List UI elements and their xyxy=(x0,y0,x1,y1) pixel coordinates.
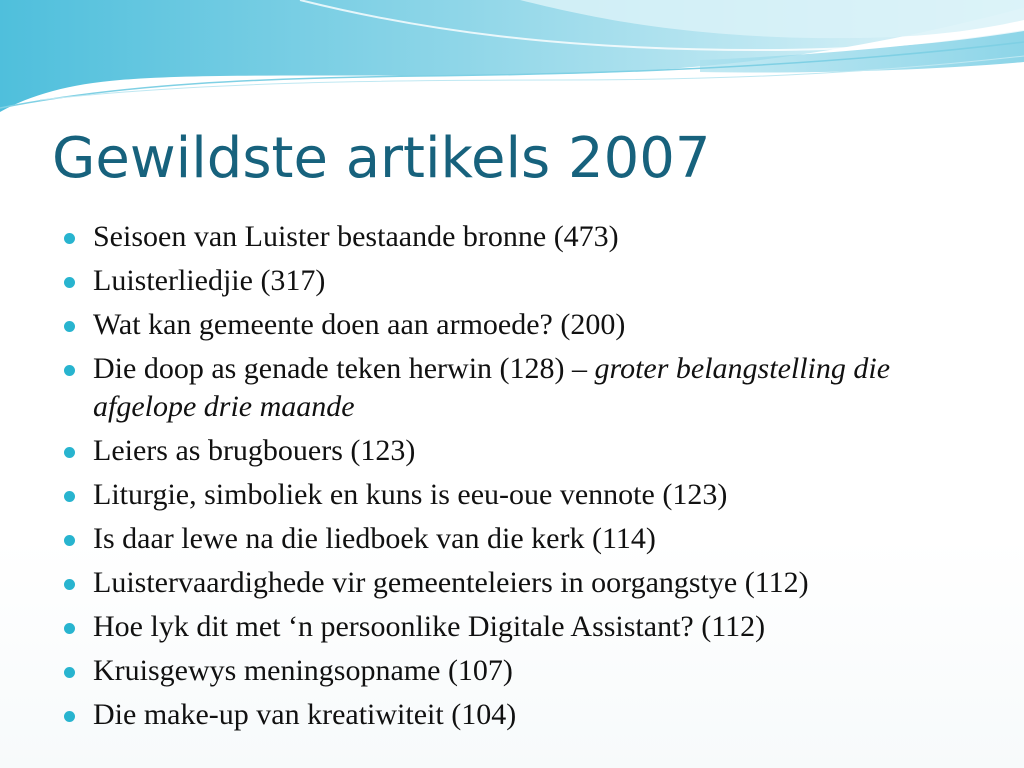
bullet-dot-icon xyxy=(64,321,75,332)
list-item-italic-text: groter belangstelling die afgelope drie maande xyxy=(93,352,891,423)
list-item xyxy=(64,520,984,558)
list-item xyxy=(64,608,984,646)
list-item xyxy=(64,652,984,690)
list-item-text: Luisterliedjie (317) xyxy=(93,264,326,297)
bullet-dot-icon xyxy=(64,623,75,634)
list-item-text: Luistervaardighede vir gemeenteleiers in oorgangstye (112) xyxy=(93,566,809,599)
list-item-text: Die make-up van kreatiwiteit (104) xyxy=(93,698,517,731)
list-item xyxy=(64,218,984,256)
list-item-text: Die doop as genade teken herwin (128) – xyxy=(93,352,595,385)
bullet-dot-icon xyxy=(64,365,75,376)
bullet-dot-icon xyxy=(64,579,75,590)
bullet-dot-icon xyxy=(64,447,75,458)
bullet-dot-icon xyxy=(64,491,75,502)
list-item xyxy=(64,696,984,734)
bullet-dot-icon xyxy=(64,667,75,678)
list-item-text: Kruisgewys meningsopname (107) xyxy=(93,654,513,687)
list-item-text: Is daar lewe na die liedboek van die kerk (114) xyxy=(93,522,656,555)
bullet-dot-icon xyxy=(64,711,75,722)
list-item xyxy=(64,476,984,514)
list-item xyxy=(64,432,984,470)
bullet-list xyxy=(64,218,984,740)
list-item-text: Seisoen van Luister bestaande bronne (473) xyxy=(93,220,619,253)
header-wave-decoration xyxy=(0,0,1024,120)
list-item xyxy=(64,350,984,426)
bullet-dot-icon xyxy=(64,277,75,288)
bullet-dot-icon xyxy=(64,535,75,546)
list-item xyxy=(64,262,984,300)
list-item-text: Hoe lyk dit met ‘n persoonlike Digitale Assistant? (112) xyxy=(93,610,766,643)
bullet-dot-icon xyxy=(64,233,75,244)
list-item xyxy=(64,564,984,602)
list-item-text: Liturgie, simboliek en kuns is eeu-oue vennote (123) xyxy=(93,478,728,511)
list-item-text: Leiers as brugbouers (123) xyxy=(93,434,416,467)
list-item-text: Wat kan gemeente doen aan armoede? (200) xyxy=(93,308,626,341)
slide-title: Gewildste artikels 2007 xyxy=(52,126,711,191)
list-item xyxy=(64,306,984,344)
